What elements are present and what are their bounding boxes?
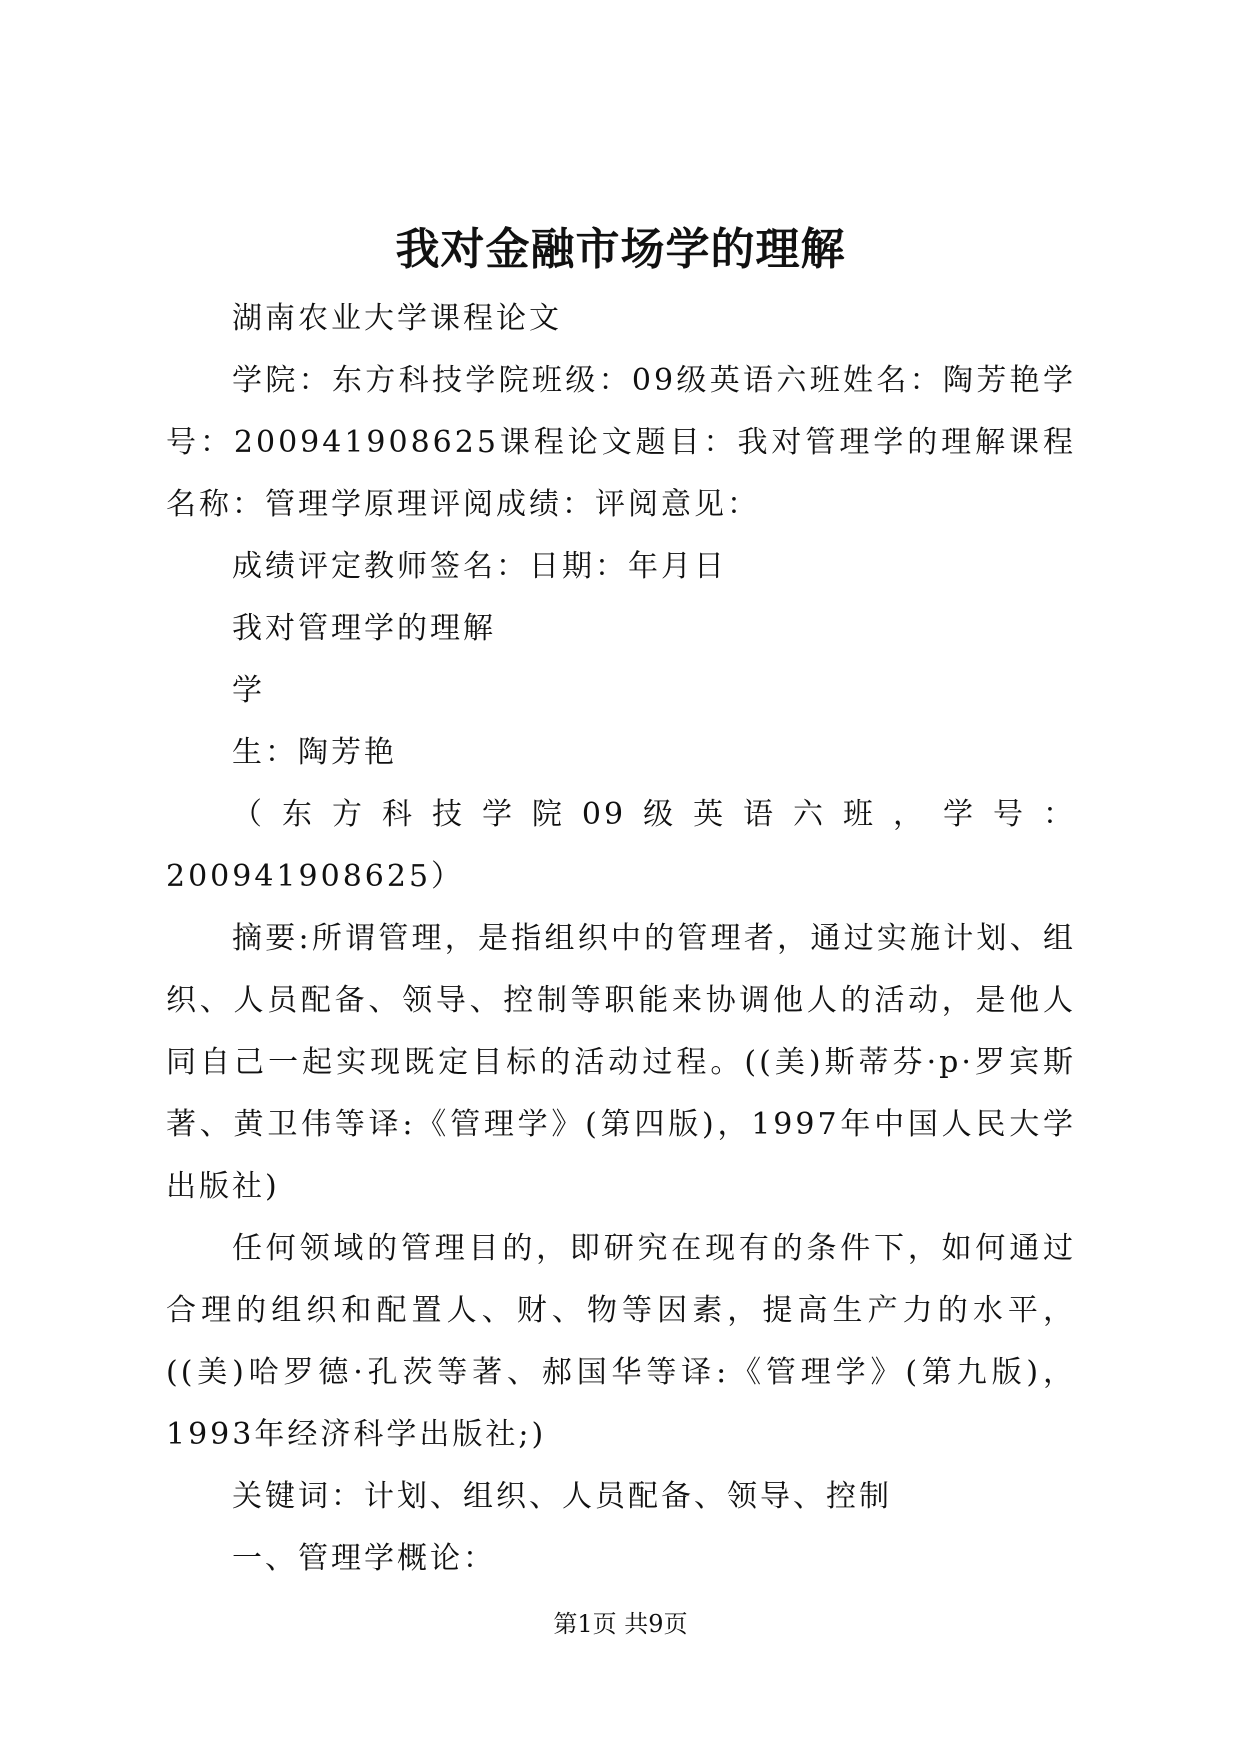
paragraph-paper-title: 我对管理学的理解 — [232, 611, 496, 646]
paragraph-student-class: （东方科技学院09级英语六班，学号：200941908625） — [166, 797, 1076, 894]
paragraph-keywords: 关键词：计划、组织、人员配备、领导、控制 — [232, 1479, 892, 1514]
paragraph-course-paper: 湖南农业大学课程论文 — [232, 301, 562, 336]
paragraph-abstract: 摘要:所谓管理，是指组织中的管理者，通过实施计划、组织、人员配备、领导、控制等职能来协调他人的活动，是他人同自己一起实现既定目标的活动过程。((美)斯蒂芬·p·罗宾斯著、黄卫伟等译:《管理学》(第四版)，1997年中国人民大学出版社) — [166, 921, 1076, 1204]
document-body — [166, 288, 1076, 1590]
paragraph-management-purpose: 任何领域的管理目的，即研究在现有的条件下，如何通过合理的组织和配置人、财、物等因素，提高生产力的水平，((美)哈罗德·孔茨等著、郝国华等译:《管理学》(第九版)，1993年经济科学出版社;) — [166, 1231, 1076, 1452]
paragraph-section-heading: 一、管理学概论： — [232, 1541, 496, 1576]
paragraph-student-label: 学 — [232, 673, 265, 708]
paragraph-grading: 成绩评定教师签名：日期：年月日 — [232, 549, 727, 584]
document-title: 我对金融市场学的理解 — [395, 224, 846, 275]
page-number-footer: 第1页 共9页 — [553, 1610, 688, 1638]
paragraph-student-name: 生：陶芳艳 — [232, 735, 397, 770]
paragraph-cover-info: 学院：东方科技学院班级：09级英语六班姓名：陶芳艳学号：200941908625课程论文题目：我对管理学的理解课程名称：管理学原理评阅成绩：评阅意见： — [166, 363, 1076, 522]
